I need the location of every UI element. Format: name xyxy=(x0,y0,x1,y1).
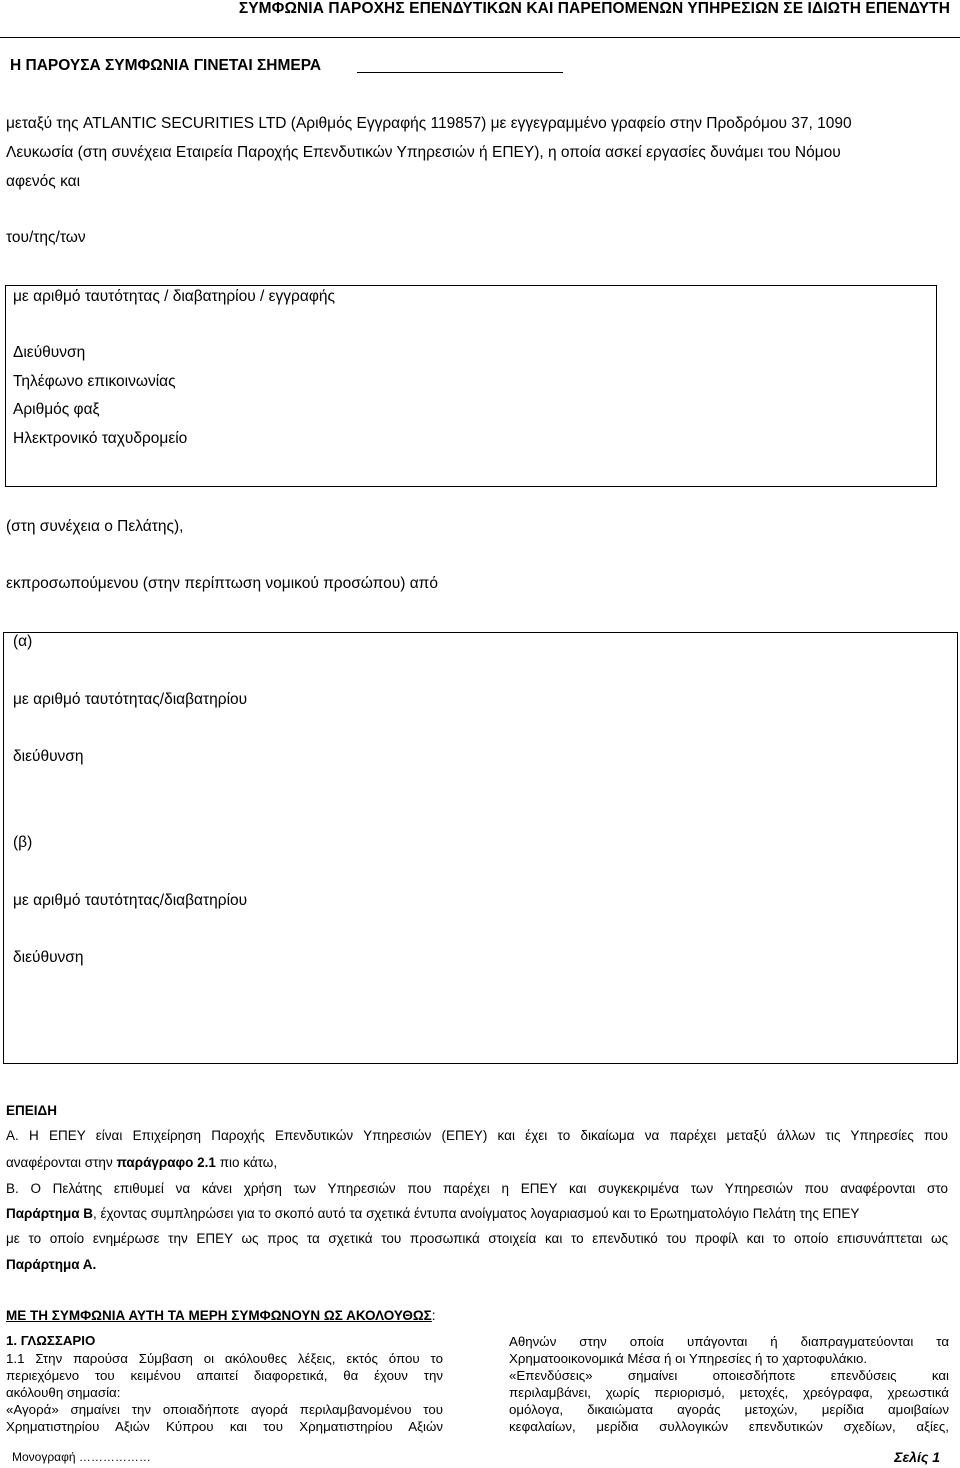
company-line-3: αφενός και xyxy=(6,173,81,190)
whereas-a-line-2-text: αναφέρονται στην xyxy=(6,1155,117,1170)
document-title: ΣΥΜΦΩΝΙΑ ΠΑΡΟΧΗΣ ΕΠΕΝΔΥΤΙΚΩΝ ΚΑΙ ΠΑΡΕΠΟΜΕΝΩΝ ΥΠΗΡΕΣΙΩΝ ΣΕ ΙΔΙΩΤΗ ΕΠΕΝΔΥΤΗ xyxy=(238,0,950,17)
glossary-right-line: περιλαμβάνει, χωρίς περιορισμό, μετοχές, χρεόγραφα, χρεωστικά xyxy=(509,1385,949,1400)
date-blank-line xyxy=(357,72,563,73)
annex-a-ref: Παράρτημα Α. xyxy=(6,1257,97,1272)
glossary-left-line: 1.1 Στην παρούσα Σύμβαση οι ακόλουθες λέξεις, εκτός όπου το xyxy=(6,1351,443,1366)
client-address-label: Διεύθυνση xyxy=(13,344,86,361)
company-line-1: μεταξύ της ATLANTIC SECURITIES LTD (Αριθμός Εγγραφής 119857) με εγγεγραμμένο γραφείο στην Προδρόμου 37, 1090 xyxy=(6,115,852,132)
whereas-a-line-2 xyxy=(6,1155,277,1170)
agreement-heading-colon: : xyxy=(431,1308,436,1323)
whereas-b-line-3: με το οποίο ενημέρωσε την ΕΠΕΥ ως προς τα σχετικά του προσωπικά στοιχεία και το επενδυτικό του προφίλ και το οποίο επισυνάπτεται ως xyxy=(6,1231,948,1246)
rep-a-id-label: με αριθμό ταυτότητας/διαβατηρίου xyxy=(13,691,248,708)
initials-field: Μονογραφή ……………… xyxy=(12,1450,151,1464)
client-id-label: με αριθμό ταυτότητας / διαβατηρίου / εγγραφής xyxy=(13,288,335,305)
client-phone-label: Τηλέφωνο επικοινωνίας xyxy=(13,373,176,390)
glossary-left-line: ακόλουθη σημασία: xyxy=(6,1385,121,1400)
company-line-2: Λευκωσία (στη συνέχεια Εταιρεία Παροχής Επενδυτικών Υπηρεσιών ή ΕΠΕΥ), η οποία ασκεί εργασίες δυνάμει του Νόμου xyxy=(6,144,841,161)
glossary-heading: 1. ΓΛΩΣΣΑΡΙΟ xyxy=(6,1333,96,1348)
header-divider xyxy=(0,37,960,38)
glossary-left-column xyxy=(6,1350,443,1435)
whereas-heading: ΕΠΕΙΔΗ xyxy=(6,1103,57,1118)
glossary-right-line: Χρηματοοικονομικά Μέσα ή οι Υπηρεσίες ή το χαρτοφυλάκιο. xyxy=(509,1351,868,1366)
agreement-heading-text: ΜΕ ΤΗ ΣΥΜΦΩΝΙΑ ΑΥΤΗ ΤΑ ΜΕΡΗ ΣΥΜΦΩΝΟΥΝ ΩΣ ΑΚΟΛΟΥΘΩΣ xyxy=(6,1308,432,1323)
annex-b-ref: Παράρτημα Β xyxy=(6,1206,94,1221)
client-email-label: Ηλεκτρονικό ταχυδρομείο xyxy=(13,430,188,447)
rep-b-address-label: διεύθυνση xyxy=(13,949,84,966)
agreement-date-label: Η ΠΑΡΟΥΣΑ ΣΥΜΦΩΝΙΑ ΓΙΝΕΤΑΙ ΣΗΜΕΡΑ xyxy=(10,57,322,74)
rep-a-address-label: διεύθυνση xyxy=(13,748,84,765)
glossary-right-line: κεφαλαίων, μερίδια συλλογικών επενδυτικών σχεδίων, αξίες, xyxy=(509,1419,949,1434)
represented-by-label: εκπροσωπούμενου (στην περίπτωση νομικού προσώπου) από xyxy=(6,575,438,592)
page-number: Σελίς 1 xyxy=(894,1449,940,1465)
client-fax-label: Αριθμός φαξ xyxy=(13,401,100,418)
glossary-left-line: Χρηματιστηρίου Αξιών Κύπρου και του Χρηματιστηρίου Αξιών xyxy=(6,1419,443,1434)
whereas-a-line-2-end: πιο κάτω, xyxy=(215,1155,278,1170)
agreement-heading xyxy=(6,1308,436,1323)
whereas-b-line-2 xyxy=(6,1206,859,1221)
glossary-right-column xyxy=(509,1333,949,1435)
client-note: (στη συνέχεια ο Πελάτης), xyxy=(6,518,184,535)
whereas-b-line-2-text: , έχοντας συμπληρώσει για το σκοπό αυτό τα σχετικά έντυπα ανοίγματος λογαριασμού και το Ερωτηματολόγιο Πελάτη της ΕΠΕΥ xyxy=(93,1206,860,1221)
rep-b-marker: (β) xyxy=(13,834,33,851)
of-whom-label: του/της/των xyxy=(6,229,86,246)
glossary-right-line: Αθηνών στην οποία υπάγονται ή διαπραγματεύονται τα xyxy=(509,1334,949,1349)
whereas-b-line-1: Β. Ο Πελάτης επιθυμεί να κάνει χρήση των Υπηρεσιών που παρέχει η ΕΠΕΥ και συγκεκριμένα των Υπηρεσιών που αναφέρονται στο xyxy=(6,1181,948,1196)
rep-a-marker: (α) xyxy=(13,633,33,650)
whereas-a-line-1: Α. Η ΕΠΕΥ είναι Επιχείρηση Παροχής Επενδυτικών Υπηρεσιών (ΕΠΕΥ) και έχει το δικαίωμα να παρέχει μεταξύ άλλων τις Υπηρεσίες που xyxy=(6,1128,948,1143)
glossary-right-line: ομόλογα, δικαιώματα αγοράς μετοχών, μερίδια αμοιβαίων xyxy=(509,1402,949,1417)
paragraph-ref: παράγραφο 2.1 xyxy=(116,1155,216,1170)
glossary-left-line: περιεχόμενο του κειμένου απαιτεί διαφορετικά, θα έχουν την xyxy=(6,1368,443,1383)
glossary-right-line: «Επενδύσεις» σημαίνει οποιεσδήποτε επενδύσεις και xyxy=(509,1368,949,1383)
rep-b-id-label: με αριθμό ταυτότητας/διαβατηρίου xyxy=(13,892,248,909)
glossary-left-line: «Αγορά» σημαίνει την οποιαδήποτε αγορά περιλαμβανομένου του xyxy=(6,1402,443,1417)
